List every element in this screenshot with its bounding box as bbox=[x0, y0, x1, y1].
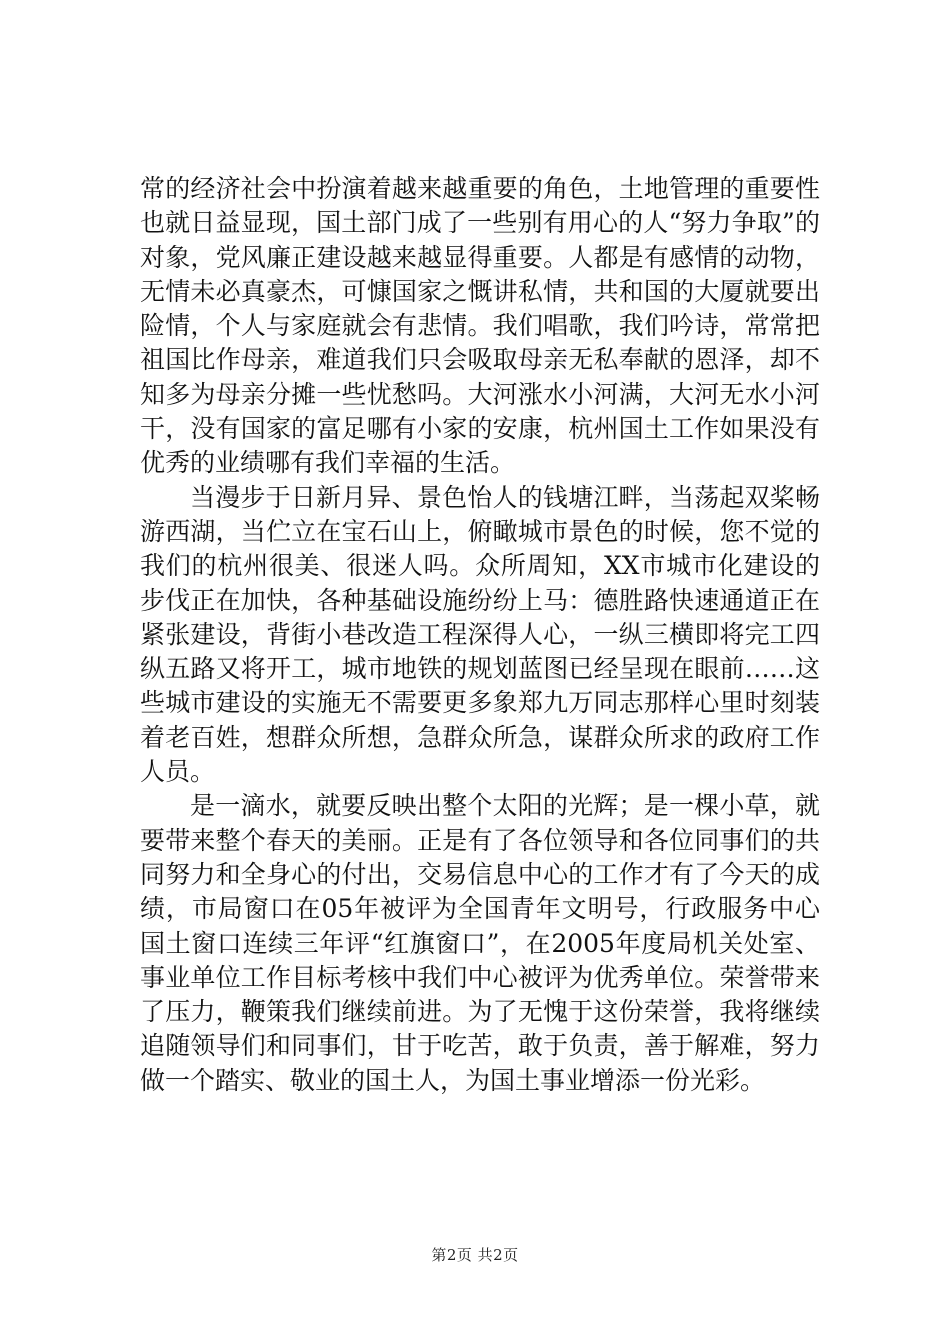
paragraph-3: 是一滴水，就要反映出整个太阳的光辉；是一棵小草，就要带来整个春天的美丽。正是有了各位领导和各位同事们的共同努力和全身心的付出，交易信息中心的工作才有了今天的成绩，市局窗口在05年被评为全国青年文明号，行政服务中心国土窗口连续三年评“红旗窗口”，在2005年度局机关处室、事业单位工作目标考核中我们中心被评为优秀单位。荣誉带来了压力，鞭策我们继续前进。为了无愧于这份荣誉，我将继续追随领导们和同事们，甘于吃苦，敢于负责，善于解难，努力做一个踏实、敬业的国土人，为国土事业增添一份光彩。 bbox=[140, 791, 820, 1095]
paragraph-2: 当漫步于日新月异、景色怡人的钱塘江畔，当荡起双桨畅游西湖，当伫立在宝石山上，俯瞰城市景色的时候，您不觉的我们的杭州很美、很迷人吗。众所周知，XX市城市化建设的步伐正在加快，各种基础设施纷纷上马：德胜路快速通道正在紧张建设，背街小巷改造工程深得人心，一纵三横即将完工四纵五路又将开工，城市地铁的规划蓝图已经呈现在眼前……这些城市建设的实施无不需要更多象郑九万同志那样心里时刻装着老百姓，想群众所想，急群众所急，谋群众所求的政府工作人员。 bbox=[140, 482, 820, 787]
paragraph-1: 常的经济社会中扮演着越来越重要的角色，土地管理的重要性也就日益显现，国土部门成了一些别有用心的人“努力争取”的对象，党风廉正建设越来越显得重要。人都是有感情的动物，无情未必真豪杰，可慷国家之慨讲私情，共和国的大厦就要出险情，个人与家庭就会有悲情。我们唱歌，我们吟诗，常常把祖国比作母亲，难道我们只会吸取母亲无私奉献的恩泽，却不知多为母亲分摊一些忧愁吗。大河涨水小河满，大河无水小河干，没有国家的富足哪有小家的安康，杭州国土工作如果没有优秀的业绩哪有我们幸福的生活。 bbox=[140, 174, 820, 478]
page-number-footer: 第2页 共2页 bbox=[431, 1246, 519, 1264]
document-body bbox=[140, 172, 820, 1098]
